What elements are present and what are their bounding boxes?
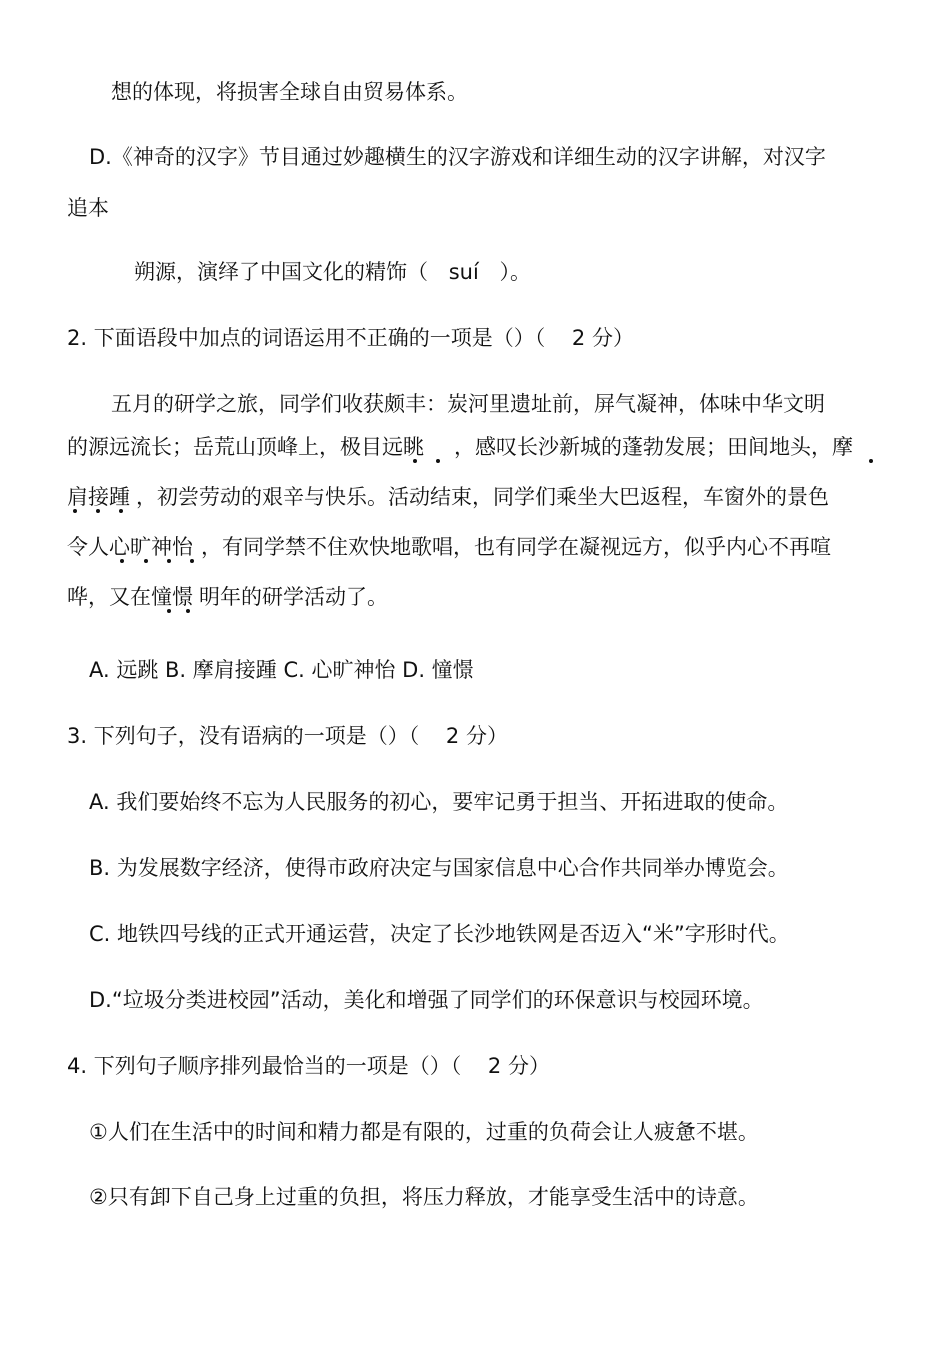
q2-passage-line2 <box>67 433 853 461</box>
q1-option-d-line1: D.《神奇的汉字》节目通过妙趣横生的汉字游戏和详细生动的汉字讲解，对汉字 <box>89 145 826 169</box>
q2-passage-text: 肩接踵 <box>67 485 130 509</box>
emphasis-dot <box>167 609 171 613</box>
q2-passage-text: 令人心旷神怡 <box>67 535 193 559</box>
q1-option-d-pinyin: suí <box>448 260 479 284</box>
emphasis-dot <box>413 459 417 463</box>
q2-passage-line4 <box>67 533 831 561</box>
q3-score: 2 分） <box>445 724 508 748</box>
q2-passage-text: ，有同学禁不住欢快地歌唱，也有同学在凝视远方，似乎内心不再喧 <box>201 535 831 559</box>
q2-passage-text: 哗，又在憧憬 <box>67 585 193 609</box>
emphasis-dot <box>144 559 148 563</box>
q3-stem <box>67 722 508 750</box>
q2-stem-text: 2. 下面语段中加点的词语运用不正确的一项是（）（ <box>67 326 546 350</box>
emphasis-dot <box>186 609 190 613</box>
emphasis-dot <box>436 459 440 463</box>
emphasis-dot <box>190 559 194 563</box>
q4-stem <box>67 1052 550 1080</box>
q1-option-d-line3 <box>134 258 531 286</box>
q1-option-d-line2: 追本 <box>67 196 109 220</box>
q2-passage-text: ，初尝劳动的艰辛与快乐。活动结束，同学们乘坐大巴返程，车窗外的景色 <box>136 485 829 509</box>
q1-option-d-text: 朔源，演绎了中国文化的精饰（ <box>134 260 428 284</box>
q2-passage-line5 <box>67 583 388 611</box>
q4-stem-text: 4. 下列句子顺序排列最恰当的一项是（）（ <box>67 1054 462 1078</box>
emphasis-dot <box>119 509 123 513</box>
emphasis-dot <box>96 509 100 513</box>
q2-passage-text: 的源远流长；岳荒山顶峰上，极目远眺 <box>67 435 424 459</box>
q1-option-c-continuation: 想的体现，将损害全球自由贸易体系。 <box>111 80 468 104</box>
q1-option-d-close: ）。 <box>499 260 531 284</box>
emphasis-dot <box>120 559 124 563</box>
q4-item-2: ②只有卸下自己身上过重的负担，将压力释放，才能享受生活中的诗意。 <box>89 1185 759 1209</box>
q4-score: 2 分） <box>487 1054 550 1078</box>
q2-passage-line1: 五月的研学之旅，同学们收获颇丰：炭河里遗址前，屏气凝神，体味中华文明 <box>111 392 825 416</box>
q2-options: A. 远跳 B. 摩肩接踵 C. 心旷神怡 D. 憧憬 <box>89 658 474 682</box>
q3-option-a: A. 我们要始终不忘为人民服务的初心，要牢记勇于担当、开拓进取的使命。 <box>89 790 789 814</box>
q3-option-b: B. 为发展数字经济，使得市政府决定与国家信息中心合作共同举办博览会。 <box>89 856 789 880</box>
q2-stem <box>67 324 634 352</box>
q3-option-d: D.“垃圾分类进校园”活动，美化和增强了同学们的环保意识与校园环境。 <box>89 988 764 1012</box>
emphasis-dot <box>167 559 171 563</box>
q2-passage-text: ，感叹长沙新城的蓬勃发展；田间地头，摩 <box>454 435 853 459</box>
q2-passage-text: 明年的研学活动了。 <box>199 585 388 609</box>
emphasis-dot <box>869 459 873 463</box>
q3-option-c: C. 地铁四号线的正式开通运营，决定了长沙地铁网是否迈入“米”字形时代。 <box>89 922 790 946</box>
q3-stem-text: 3. 下列句子，没有语病的一项是（）（ <box>67 724 420 748</box>
emphasis-dot <box>73 509 77 513</box>
q2-passage-line3 <box>67 483 829 511</box>
q2-score: 2 分） <box>571 326 634 350</box>
q4-item-1: ①人们在生活中的时间和精力都是有限的，过重的负荷会让人疲惫不堪。 <box>89 1120 759 1144</box>
